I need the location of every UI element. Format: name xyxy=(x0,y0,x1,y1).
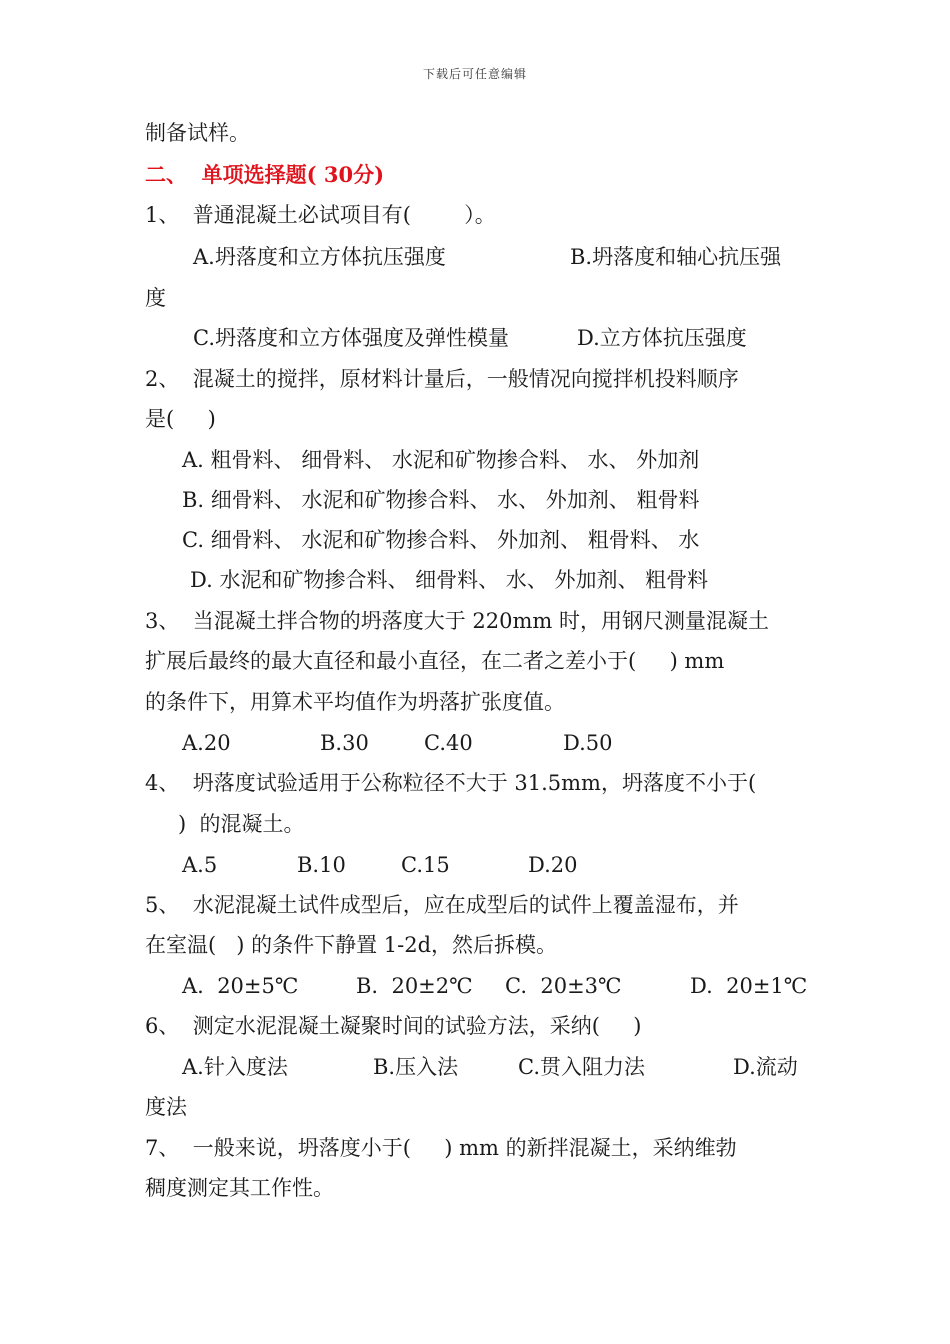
q2-option-d: D. 水泥和矿物掺合料、 细骨料、 水、 外加剂、 粗骨料 xyxy=(190,568,709,592)
q4-option-c: C.15 xyxy=(401,853,450,877)
q1-option-a: A.坍落度和立方体抗压强度 xyxy=(193,245,446,269)
question-4-cont: ) 的混凝土。 xyxy=(178,812,305,836)
q4-option-b: B.10 xyxy=(297,853,346,877)
q3-option-a: A.20 xyxy=(182,731,231,755)
q3-option-b: B.30 xyxy=(320,731,369,755)
question-5: 5、 水泥混凝土试件成型后，应在成型后的试件上覆盖湿布，并 xyxy=(145,893,739,917)
q6-option-d: D.流动 xyxy=(733,1055,798,1079)
q3-option-c: C.40 xyxy=(424,731,473,755)
q4-option-a: A.5 xyxy=(182,853,218,877)
q5-option-b: B. 20±2℃ xyxy=(356,974,473,998)
question-5-cont: 在室温( ) 的条件下静置 1-2d，然后拆模。 xyxy=(145,933,558,957)
q6-option-d-cont: 度法 xyxy=(145,1095,187,1119)
q5-option-d: D. 20±1℃ xyxy=(690,974,808,998)
q4-option-d: D.20 xyxy=(528,853,578,877)
q3-option-d: D.50 xyxy=(563,731,613,755)
q2-option-a: A. 粗骨料、 细骨料、 水泥和矿物掺合料、 水、 外加剂 xyxy=(182,448,700,472)
page-header: 下载后可任意编辑 xyxy=(422,67,527,81)
question-2: 2、 混凝土的搅拌，原材料计量后，一般情况向搅拌机投料顺序 xyxy=(145,367,739,391)
q1-option-c: C.坍落度和立方体强度及弹性模量 xyxy=(193,326,509,350)
section-heading: 二、 单项选择题( 30分) xyxy=(145,162,385,187)
q6-option-c: C.贯入阻力法 xyxy=(518,1055,645,1079)
text-line: 制备试样。 xyxy=(145,121,250,145)
question-1: 1、 普通混凝土必试项目有( ）。 xyxy=(145,203,496,227)
question-7: 7、 一般来说，坍落度小于( ) mm 的新拌混凝土，采纳维勃 xyxy=(145,1136,737,1160)
question-3: 3、 当混凝土拌合物的坍落度大于 220mm 时，用钢尺测量混凝土 xyxy=(145,609,769,633)
q2-option-c: C. 细骨料、 水泥和矿物掺合料、 外加剂、 粗骨料、 水 xyxy=(182,528,700,552)
q6-option-a: A.针入度法 xyxy=(182,1055,288,1079)
question-4: 4、 坍落度试验适用于公称粒径不大于 31.5mm，坍落度不小于( xyxy=(145,771,757,795)
q5-option-c: C. 20±3℃ xyxy=(505,974,622,998)
question-6: 6、 测定水泥混凝土凝聚时间的试验方法，采纳( ) xyxy=(145,1014,642,1038)
question-3-cont2: 的条件下，用算术平均值作为坍落扩张度值。 xyxy=(145,690,565,714)
q1-option-b-cont: 度 xyxy=(145,286,166,310)
question-3-cont: 扩展后最终的最大直径和最小直径，在二者之差小于( ) mm xyxy=(145,649,725,673)
q1-option-b: B.坍落度和轴心抗压强 xyxy=(570,245,782,269)
question-2-cont: 是( ) xyxy=(145,407,216,431)
q1-option-d: D.立方体抗压强度 xyxy=(577,326,747,350)
q2-option-b: B. 细骨料、 水泥和矿物掺合料、 水、 外加剂、 粗骨料 xyxy=(182,488,700,512)
q5-option-a: A. 20±5℃ xyxy=(182,974,299,998)
q6-option-b: B.压入法 xyxy=(373,1055,459,1079)
question-7-cont: 稠度测定其工作性。 xyxy=(145,1176,334,1200)
